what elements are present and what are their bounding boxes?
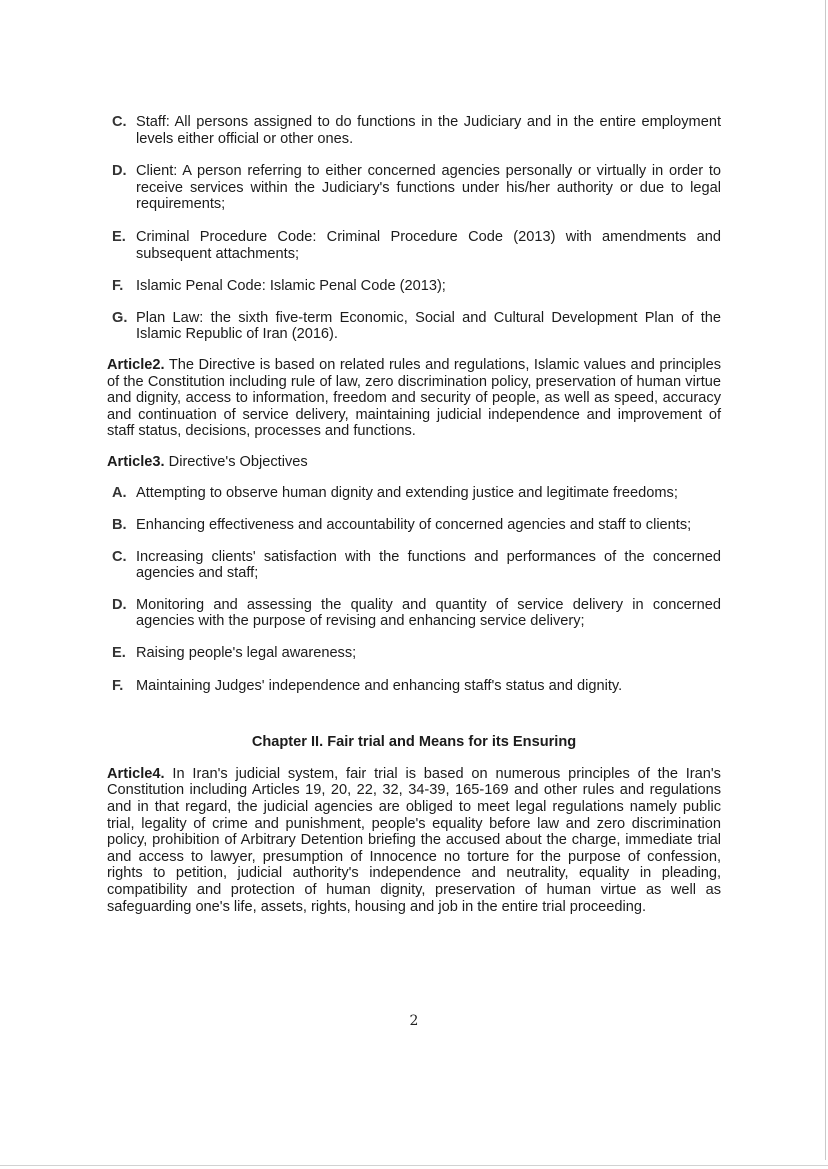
definition-text: Staff: All persons assigned to do functions in the Judiciary and in the entire employment levels either official or other ones. bbox=[136, 114, 721, 147]
objective-text: Attempting to observe human dignity and extending justice and legitimate freedoms; bbox=[136, 484, 678, 501]
objective-item-c bbox=[112, 549, 721, 582]
objective-text: Enhancing effectiveness and accountability of concerned agencies and staff to clients; bbox=[136, 517, 692, 534]
objective-item-f bbox=[112, 678, 721, 695]
list-marker: F. bbox=[112, 677, 124, 694]
objective-item-a bbox=[112, 485, 721, 502]
article-label: Article3. bbox=[107, 453, 165, 470]
list-marker: F. bbox=[112, 278, 124, 295]
objective-text: Raising people's legal awareness; bbox=[136, 645, 357, 662]
page-edge-right bbox=[825, 0, 826, 1160]
list-marker: E. bbox=[112, 228, 126, 245]
definition-item-d bbox=[112, 163, 721, 213]
definition-text: Criminal Procedure Code: Criminal Procedure Code (2013) with amendments and subsequent attachments; bbox=[136, 228, 721, 262]
definition-item-e bbox=[112, 229, 721, 262]
list-marker: C. bbox=[112, 114, 127, 130]
definition-item-f bbox=[112, 278, 721, 295]
objective-text: Monitoring and assessing the quality and quantity of service delivery in concerned agencies with the purpose of revising and enhancing service delivery; bbox=[136, 596, 721, 630]
definition-text: Islamic Penal Code: Islamic Penal Code (2013); bbox=[136, 278, 446, 295]
article-text: Directive's Objectives bbox=[168, 453, 308, 470]
article-label: Article2. bbox=[107, 356, 165, 373]
objective-item-b bbox=[112, 517, 721, 534]
article-2 bbox=[107, 357, 721, 440]
list-marker: D. bbox=[112, 163, 127, 180]
article-4 bbox=[107, 766, 721, 915]
page-content bbox=[107, 114, 721, 915]
objective-text: Maintaining Judges' independence and enhancing staff's status and dignity. bbox=[136, 677, 623, 694]
objective-item-e bbox=[112, 645, 721, 662]
page-number: 2 bbox=[409, 1013, 419, 1029]
article-label: Article4. bbox=[107, 765, 165, 782]
article-text: In Iran's judicial system, fair trial is based on numerous principles of the Iran's Constitution including Articles 19, 20, 22, 32, 34-39, 165-169 and other rules and regulations and in that regard, the judicial agencies are obliged to meet legal regulations namely public trial, legality of crime and punishment, people's equality before law and zero discrimination policy, prohibition of Arbitrary Detention briefing the accused about the charge, immediate trial and access to lawyer, presumption of Innocence no torture for the purpose of confession, rights to petition, judicial authority's independence and neutrality, equality in pleading, compatibility and protection of human dignity, preservation of human virtue as well as safeguarding one's life, assets, rights, housing and job in the entire trial proceeding. bbox=[107, 765, 721, 915]
objective-item-d bbox=[112, 597, 721, 630]
definition-text: Client: A person referring to either concerned agencies personally or virtually in order to receive services within the Judiciary's functions under his/her authority or due to legal requirements; bbox=[136, 163, 721, 213]
list-marker: A. bbox=[112, 484, 127, 501]
definition-item-g bbox=[112, 310, 721, 343]
list-marker: C. bbox=[112, 548, 127, 565]
list-marker: G. bbox=[112, 309, 128, 326]
article-text: The Directive is based on related rules and regulations, Islamic values and principles of the Constitution including rule of law, zero discrimination policy, preservation of human virtue and dignity, access to information, freedom and security of people, as well as speed, accuracy and continuation of service delivery, maintaining judicial independence and improvement of staff status, decisions, processes and functions. bbox=[107, 356, 721, 440]
list-marker: E. bbox=[112, 645, 126, 662]
objective-text: Increasing clients' satisfaction with the functions and performances of the concerned agencies and staff; bbox=[136, 548, 721, 582]
list-marker: B. bbox=[112, 517, 127, 534]
definition-item-c bbox=[112, 114, 721, 147]
list-marker: D. bbox=[112, 596, 127, 613]
article-3 bbox=[107, 454, 721, 471]
definition-text: Plan Law: the sixth five-term Economic, Social and Cultural Development Plan of the Islamic Republic of Iran (2016). bbox=[136, 309, 721, 343]
page-edge-bottom bbox=[0, 1165, 828, 1166]
chapter-heading: Chapter II. Fair trial and Means for its Ensuring bbox=[251, 734, 577, 751]
